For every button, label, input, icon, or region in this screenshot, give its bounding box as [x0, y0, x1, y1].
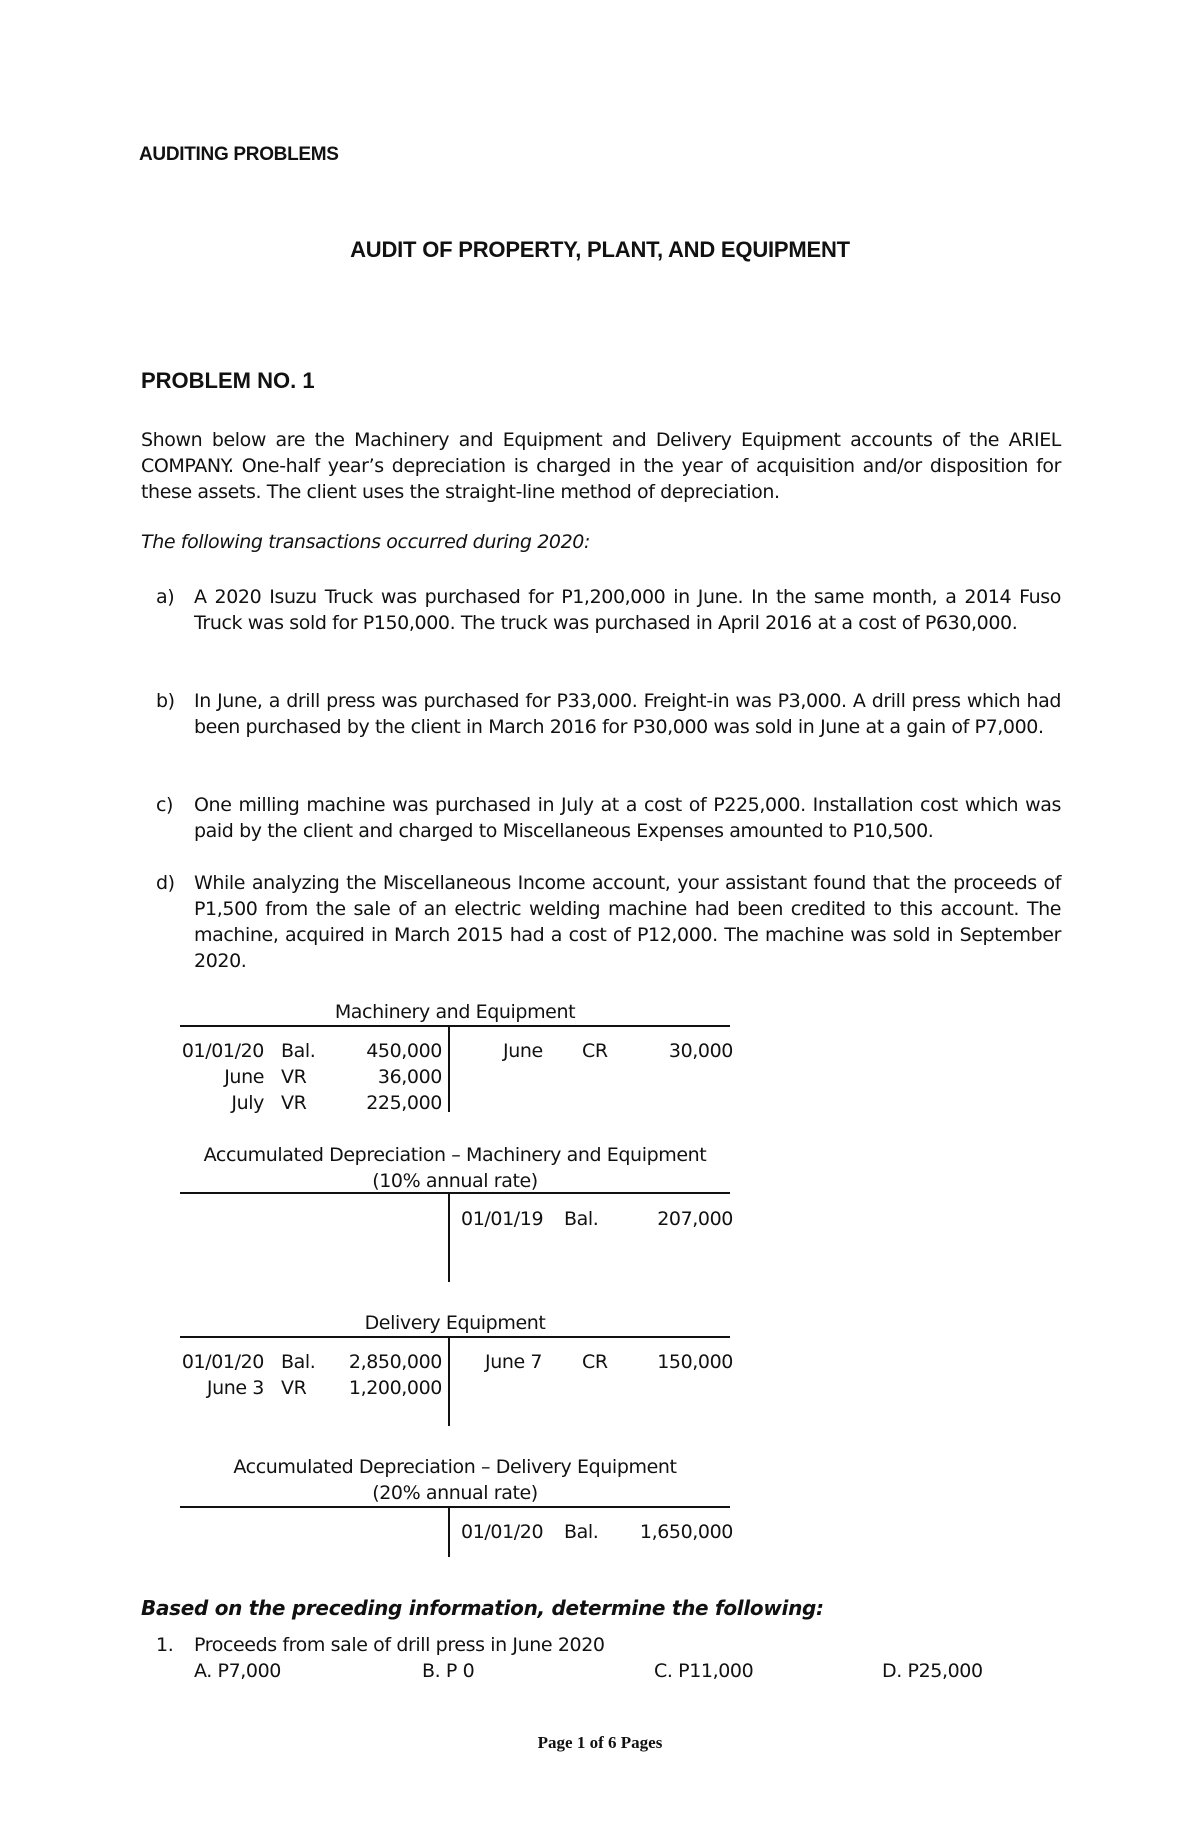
- choice-c: [654, 1660, 753, 1682]
- t-account-subtitle: (20% annual rate): [372, 1482, 538, 1504]
- t-account-title: Accumulated Depreciation – Machinery and Equipment: [203, 1144, 707, 1166]
- credit-date: 01/01/19: [461, 1208, 544, 1230]
- choice-value: P7,000: [217, 1660, 281, 1682]
- choice-value: P25,000: [907, 1660, 983, 1682]
- t-account-divider: [448, 1337, 450, 1426]
- debit-date: June: [224, 1066, 264, 1088]
- transaction-label: a): [156, 586, 175, 608]
- debit-ref: Bal.: [281, 1351, 316, 1373]
- document-header: AUDITING PROBLEMS: [139, 144, 339, 165]
- choice-value: P11,000: [678, 1660, 754, 1682]
- credit-ref: Bal.: [564, 1521, 599, 1543]
- choice-letter: B.: [422, 1660, 441, 1682]
- problem-intro: Shown below are the Machinery and Equipment and Delivery Equipment accounts of the ARIEL COMPANY. One-half year’s depreciation is charged in the year of acquisition and/or disposition for these assets. The client uses the straight-line method of depreciation.: [141, 429, 1061, 503]
- credit-date: 01/01/20: [461, 1521, 544, 1543]
- transaction-text: One milling machine was purchased in July at a cost of P225,000. Installation cost which was paid by the client and charged to Miscellaneous Expenses amounted to P10,500.: [194, 794, 1061, 842]
- choice-a: [194, 1660, 281, 1682]
- transaction-text: In June, a drill press was purchased for P33,000. Freight-in was P3,000. A drill press which had been purchased by the client in March 2016 for P30,000 was sold in June at a gain of P7,000.: [194, 690, 1061, 738]
- debit-amount: 1,200,000: [348, 1377, 442, 1399]
- transaction-text: A 2020 Isuzu Truck was purchased for P1,200,000 in June. In the same month, a 2014 Fuso Truck was sold for P150,000. The truck was purchased in April 2016 at a cost of P630,000.: [194, 586, 1061, 634]
- transaction-label: b): [156, 690, 175, 712]
- transaction-item-a: [141, 584, 1061, 662]
- question-number: 1.: [156, 1634, 174, 1656]
- debit-ref: VR: [281, 1377, 307, 1399]
- credit-amount: 207,000: [657, 1208, 733, 1230]
- transaction-text: While analyzing the Miscellaneous Income account, your assistant found that the proceeds of P1,500 from the sale of an electric welding machine had been credited to this account. The machine, acquired in March 2015 had a cost of P12,000. The machine was sold in September 2020.: [194, 872, 1061, 972]
- t-account-divider: [448, 1026, 450, 1112]
- debit-date: July: [231, 1092, 264, 1114]
- choice-letter: C.: [654, 1660, 673, 1682]
- credit-amount: 150,000: [657, 1351, 733, 1373]
- credit-amount: 30,000: [668, 1040, 733, 1062]
- debit-amount: 36,000: [377, 1066, 442, 1088]
- t-account-rule: [180, 1336, 730, 1338]
- t-account-rule: [180, 1025, 730, 1027]
- credit-ref: CR: [582, 1040, 608, 1062]
- transaction-label: c): [156, 794, 174, 816]
- transaction-item-d: [141, 870, 1061, 974]
- page-footer: Page 1 of 6 Pages: [537, 1733, 663, 1752]
- transaction-label: d): [156, 872, 175, 894]
- t-account-rule: [180, 1192, 730, 1194]
- t-account-subtitle: (10% annual rate): [372, 1170, 538, 1192]
- t-account-rule: [180, 1506, 730, 1508]
- t-account-divider: [448, 1193, 450, 1282]
- debit-amount: 2,850,000: [348, 1351, 442, 1373]
- document-title: AUDIT OF PROPERTY, PLANT, AND EQUIPMENT: [350, 237, 850, 262]
- t-account-divider: [448, 1507, 450, 1557]
- debit-amount: 450,000: [366, 1040, 442, 1062]
- debit-amount: 225,000: [366, 1092, 442, 1114]
- credit-date: June 7: [485, 1351, 543, 1373]
- debit-ref: Bal.: [281, 1040, 316, 1062]
- debit-date: 01/01/20: [181, 1351, 264, 1373]
- transactions-heading: The following transactions occurred during 2020:: [141, 531, 590, 553]
- question-text: Proceeds from sale of drill press in June 2020: [194, 1634, 605, 1656]
- credit-ref: Bal.: [564, 1208, 599, 1230]
- problem-heading: PROBLEM NO. 1: [141, 368, 315, 393]
- t-account-title: Accumulated Depreciation – Delivery Equipment: [233, 1456, 677, 1478]
- transaction-item-b: [141, 688, 1061, 766]
- choice-d: [882, 1660, 983, 1682]
- t-account-title: Delivery Equipment: [364, 1312, 546, 1334]
- transaction-item-c: [141, 792, 1061, 844]
- choice-value: P 0: [445, 1660, 475, 1682]
- credit-ref: CR: [582, 1351, 608, 1373]
- credit-date: June: [503, 1040, 543, 1062]
- debit-date: 01/01/20: [181, 1040, 264, 1062]
- debit-ref: VR: [281, 1092, 307, 1114]
- debit-ref: VR: [281, 1066, 307, 1088]
- choice-letter: D.: [882, 1660, 902, 1682]
- choice-b: [422, 1660, 474, 1682]
- questions-heading: Based on the preceding information, determine the following:: [141, 1596, 824, 1620]
- t-account-title: Machinery and Equipment: [334, 1001, 576, 1023]
- choice-letter: A.: [194, 1660, 212, 1682]
- debit-date: June 3: [206, 1377, 264, 1399]
- credit-amount: 1,650,000: [639, 1521, 733, 1543]
